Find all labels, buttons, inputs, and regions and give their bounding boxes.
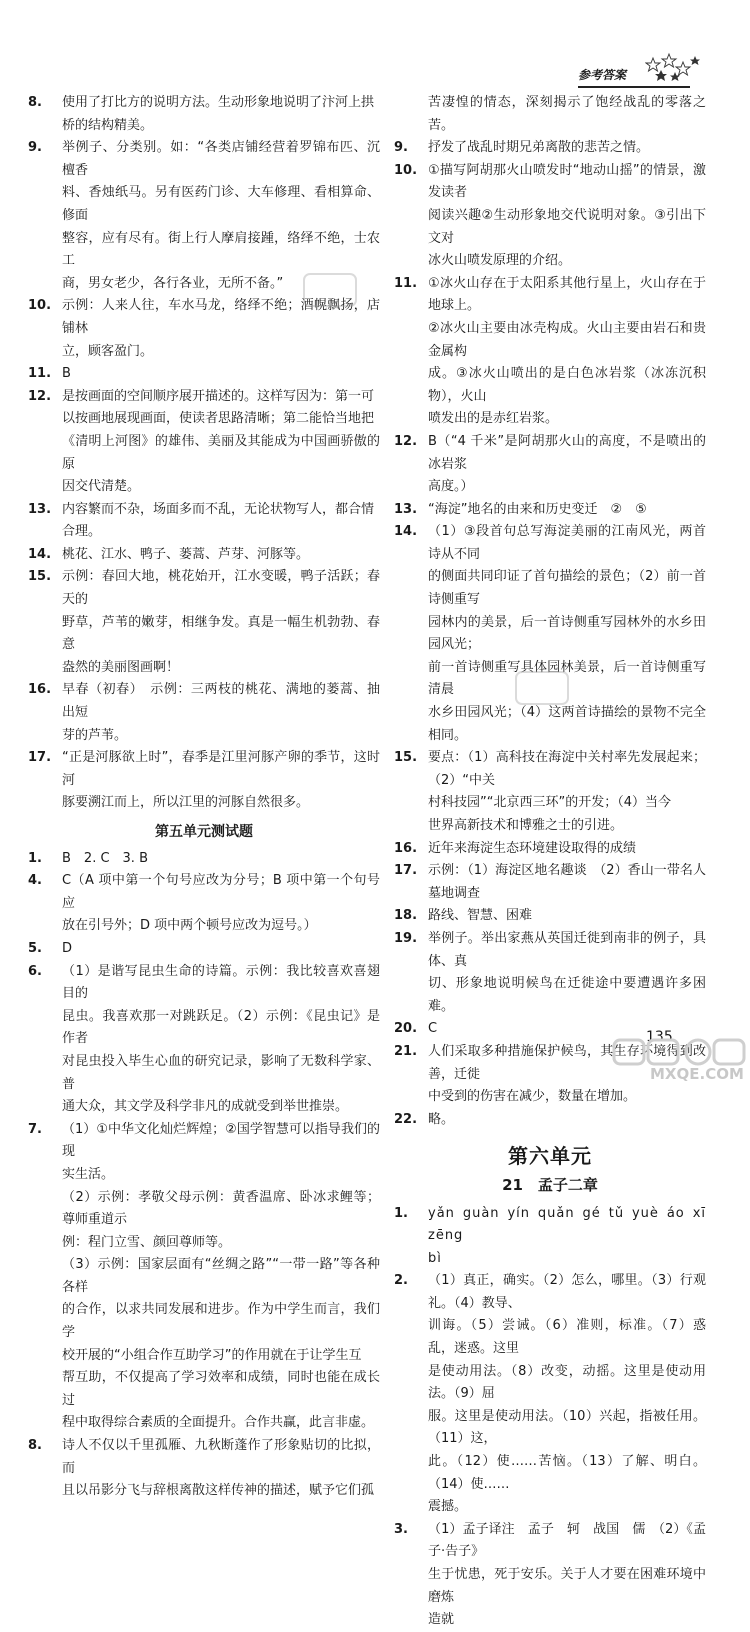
answer-item bbox=[28, 1435, 380, 1503]
answer-item bbox=[394, 838, 706, 861]
answer-number: 3. bbox=[394, 1521, 408, 1537]
answer-text: “正是河豚欲上时”，春季是江里河豚产卵的季节，这时河 豚要溯江而上，所以江里的河豚自然很多。 bbox=[62, 750, 380, 811]
answer-text: （1）是谐写昆虫生命的诗篇。示例：我比较喜欢喜翅目的 昆虫。我喜欢那一对跳跃足。（2）示例：《昆虫记》是作者 对昆虫投入毕生心血的研究记录，影响了无数科学家、普 通大众，其文学及科学非凡的成就受到举世推崇。 bbox=[62, 963, 380, 1115]
answer-text: 示例：人来人往，车水马龙，络绎不绝；酒幌飘扬，店铺林 立，顾客盈门。 bbox=[62, 298, 380, 359]
answer-text: 举例子。举出家燕从英国迁徙到南非的例子，具体、真 切、形象地说明候鸟在迁徙途中要遭遇许多困难。 bbox=[428, 930, 706, 1014]
answer-number: 15. bbox=[28, 569, 52, 585]
answer-number: 18. bbox=[394, 908, 418, 924]
answer-text: B bbox=[62, 366, 71, 382]
answer-number: 19. bbox=[394, 930, 418, 946]
answer-number: 20. bbox=[394, 1021, 418, 1037]
answer-item bbox=[394, 860, 706, 905]
answer-text: B（“4 千米”是阿胡那火山的高度，不是喷出的冰岩浆 高度。） bbox=[428, 433, 706, 495]
answer-item bbox=[394, 273, 706, 431]
answer-number: 11. bbox=[28, 366, 52, 382]
right-answer-column bbox=[394, 92, 706, 1632]
answer-item bbox=[394, 1203, 706, 1271]
answer-text: B 2. C 3. B bbox=[62, 850, 148, 866]
answer-item bbox=[28, 363, 380, 386]
section-title: 第五单元测试题 bbox=[155, 824, 253, 840]
answer-text: （1）①中华文化灿烂辉煌；②国学智慧可以指导我们的现 实生活。 （2）示例：孝敬父母示例：黄香温席、卧冰求鲤等；尊师重道示 例：程门立雪、颜回尊师等。 （3）示例：国家层面有“丝绸之路”“一带一路”等各种各样 的合作，以求共同发展和进步。作为中学生而言，我们学 校开展的“小组合作互助学习”的作用就在于让学生互 帮互助，不仅提高了学习效率和成绩，同时也能在成长过 程中取得综合素质的全面提升。合作共赢，此言非虚。 bbox=[62, 1121, 380, 1431]
answer-number: 8. bbox=[28, 1438, 42, 1454]
answer-text: 示例：（1）海淀区地名趣谈 （2）香山一带名人墓地调查 bbox=[428, 863, 706, 901]
stars-decoration-icon bbox=[645, 48, 703, 88]
answer-text: 早春（初春） 示例：三两枝的桃花、满地的蒌蒿、抽出短 芽的芦苇。 bbox=[62, 682, 380, 743]
answer-number: 1. bbox=[394, 1205, 408, 1221]
answer-text: 是按画面的空间顺序展开描述的。这样写因为：第一可 以按画地展现画面，使读者思路清晰；第二能恰当地把 《清明上河图》的雄伟、美丽及其能成为中国画骄傲的原 因交代清楚。 bbox=[62, 388, 380, 495]
answer-number: 6. bbox=[28, 963, 42, 979]
answer-item bbox=[394, 1109, 706, 1132]
answer-text: 使用了打比方的说明方法。生动形象地说明了汴河上拱 桥的结构精美。 bbox=[62, 95, 375, 133]
answer-item bbox=[28, 870, 380, 938]
header-title: 参考答案 bbox=[578, 68, 627, 82]
answer-text: 诗人不仅以千里孤雁、九秋断蓬作了形象贴切的比拟，而 且以吊影分飞与辞根离散这样传神的描述，赋予它们孤 bbox=[62, 1438, 380, 1499]
answer-number: 14. bbox=[394, 524, 418, 540]
watermark-site-text: MXQE.COM bbox=[650, 1065, 744, 1083]
answer-number: 10. bbox=[28, 298, 52, 314]
lesson-title: 21 孟子二章 bbox=[502, 1175, 598, 1194]
answer-number: 17. bbox=[394, 863, 418, 879]
answer-text: （1）孟子译注 孟子 轲 战国 儒 （2）《孟子·告子》 生于忧患，死于安乐。关于人才要在困难环境中磨炼 造就 bbox=[428, 1521, 706, 1628]
answer-text: 要点：（1）高科技在海淀中关村率先发展起来；（2）“中关 村科技园”“北京西三环”的开发；（4）当今 世界高新技术和博雅之士的引进。 bbox=[428, 750, 706, 833]
unit-title: 第六单元 bbox=[508, 1144, 592, 1169]
answer-text: ①冰火山存在于太阳系其他行星上，火山存在于地球上。 ②冰火山主要由冰壳构成。火山主要由岩石和贵金属构 成。③冰火山喷出的是白色冰岩浆（冰冻沉积物），火山 喷发出的是赤红岩浆。 bbox=[428, 275, 706, 427]
answer-item bbox=[28, 92, 380, 137]
answer-text: 人们采取多种措施保护候鸟，其生存环境得到改善，迁徙 中受到的伤害在减少，数量在增加。 bbox=[428, 1043, 706, 1105]
answer-item bbox=[28, 961, 380, 1119]
answer-number: 13. bbox=[394, 501, 418, 517]
answer-number: 21. bbox=[394, 1043, 418, 1059]
answer-item bbox=[28, 747, 380, 815]
watermark-stamp-icon bbox=[300, 270, 360, 310]
answer-number: 12. bbox=[394, 433, 418, 449]
answer-number: 15. bbox=[394, 750, 418, 766]
answer-item bbox=[394, 1519, 706, 1632]
answer-text: 桃花、江水、鸭子、蒌蒿、芦芽、河豚等。 bbox=[62, 546, 310, 562]
page-number: 135 bbox=[646, 1029, 673, 1045]
answer-number: 2. bbox=[394, 1273, 408, 1289]
pinyin-text: yǎn guàn yín quǎn gé tǔ yuè áo xī zēng bì bbox=[428, 1205, 706, 1266]
answer-number: 16. bbox=[394, 840, 418, 856]
answer-text: C（A 项中第一个句号应改为分号；B 项中第一个句号应 放在引号外；D 项中两个顿号应改为逗号。） bbox=[62, 873, 380, 934]
answer-text: “海淀”地名的由来和历史变迁 ② ⑤ bbox=[428, 501, 647, 517]
answer-number: 8. bbox=[28, 95, 42, 110]
answer-number: 11. bbox=[394, 275, 418, 291]
answer-item bbox=[394, 928, 706, 1018]
answer-text: 路线、智慧、困难 bbox=[428, 908, 533, 924]
answer-number: 7. bbox=[28, 1121, 42, 1137]
answer-text: 示例：春回大地，桃花始开，江水变暖，鸭子活跃；春天的 野草，芦苇的嫩芽，相继争发。真是一幅生机勃勃、春意 盎然的美丽图画啊！ bbox=[62, 569, 380, 675]
answer-item bbox=[28, 386, 380, 499]
answer-item bbox=[394, 137, 706, 160]
answer-text: ①描写阿胡那火山喷发时“地动山摇”的情景，激发读者 阅读兴趣②生动形象地交代说明对象。③引出下文对 冰火山喷发原理的介绍。 bbox=[428, 162, 706, 269]
answer-number: 1. bbox=[28, 850, 42, 866]
answer-text: D bbox=[62, 940, 73, 956]
answer-item bbox=[394, 905, 706, 928]
answer-text: 略。 bbox=[428, 1111, 455, 1127]
answer-text: 苦凄惶的情态，深刻揭示了饱经战乱的零落之苦。 bbox=[428, 95, 706, 133]
answer-number: 22. bbox=[394, 1111, 418, 1127]
answer-text: 抒发了战乱时期兄弟离散的悲苦之情。 bbox=[428, 140, 650, 156]
answer-item bbox=[28, 679, 380, 747]
answer-text: 近年来海淀生态环境建设取得的成绩 bbox=[428, 840, 637, 856]
answer-number: 9. bbox=[28, 140, 42, 156]
answer-item bbox=[394, 1270, 706, 1519]
answer-number: 13. bbox=[28, 501, 52, 517]
answer-number: 14. bbox=[28, 546, 52, 562]
answer-item bbox=[28, 848, 380, 871]
answer-text: 内容繁而不杂，场面多而不乱，无论状物写人，都合情 合理。 bbox=[62, 501, 375, 540]
answer-number: 5. bbox=[28, 940, 42, 956]
answer-item bbox=[28, 499, 380, 544]
answer-item bbox=[28, 1119, 380, 1435]
answer-item bbox=[28, 938, 380, 961]
answer-number: 17. bbox=[28, 750, 52, 766]
answer-item bbox=[394, 160, 706, 273]
answer-number: 9. bbox=[394, 140, 408, 156]
answer-item bbox=[394, 431, 706, 499]
answer-number: 4. bbox=[28, 873, 42, 889]
watermark-stamp-icon bbox=[512, 668, 572, 708]
page-header bbox=[0, 0, 750, 92]
answer-text: C bbox=[428, 1021, 438, 1037]
answer-item bbox=[28, 544, 380, 567]
answer-item bbox=[394, 92, 706, 137]
answer-text: （1）③段首句总写海淀美丽的江南风光，两首诗从不同 的侧面共同印证了首句描绘的景色；（2）前一首诗侧重写 园林内的美景，后一首诗侧重写园林外的水乡田园风光； 前一首诗侧重写具体园林美景，后一首诗侧重写清晨 水乡田园风光；（4）这两首诗描绘的景物不完全相同。 bbox=[428, 524, 706, 743]
answer-item bbox=[394, 747, 706, 837]
answer-text: 举例子、分类别。如：“各类店铺经营着罗锦布匹、沉檀香 料、香烛纸马。另有医药门诊、大车修理、看相算命、修面 整容，应有尽有。街上行人摩肩接踵，络绎不绝，士农工 商，男女老少，各行各业，无所不备。” bbox=[62, 140, 380, 291]
answer-number: 10. bbox=[394, 162, 418, 178]
answer-item bbox=[394, 499, 706, 522]
answer-text: （1）真正，确实。（2）怎么，哪里。（3）行观礼。（4）教导、 训诲。（5）尝诫。（6）准则，标准。（7）惑乱，迷惑。这里 是使动用法。（8）改变，动摇。这里是使动用法。（9）屈 服。这里是使动用法。（10）兴起，指被任用。（11）这， 此。（12）使……苦恼。（13）了解、明白。（14）使…… 震撼。 bbox=[428, 1273, 706, 1515]
answer-number: 16. bbox=[28, 682, 52, 698]
answer-number: 12. bbox=[28, 388, 52, 404]
answer-item bbox=[28, 566, 380, 679]
answer-item bbox=[394, 521, 706, 747]
